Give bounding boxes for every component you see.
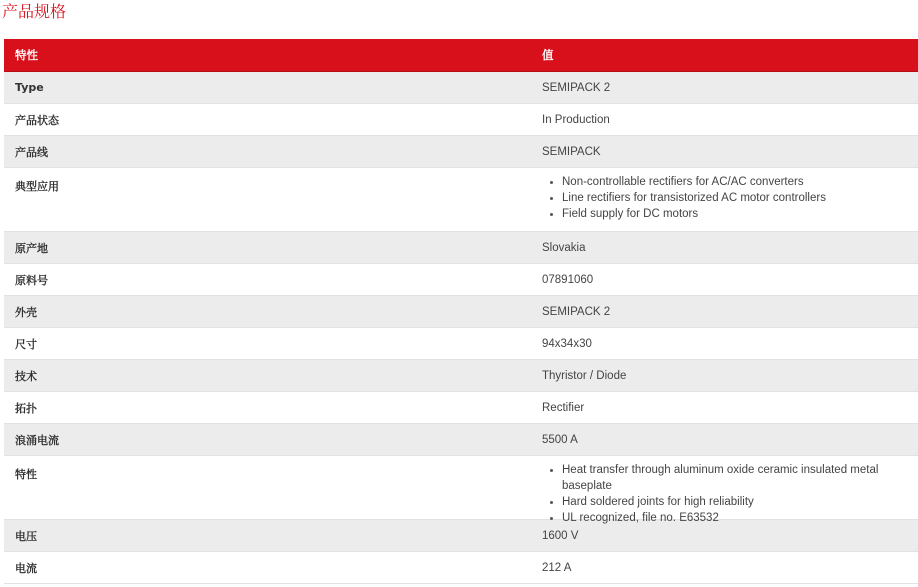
table-row <box>4 456 918 524</box>
table-row <box>4 552 918 584</box>
row-value <box>532 456 918 526</box>
row-label: 特性 <box>15 468 37 481</box>
table-row <box>4 72 918 104</box>
table-row <box>4 296 918 328</box>
header-label-value: 值 <box>542 48 554 62</box>
row-value: Slovakia <box>542 241 586 254</box>
table-row <box>4 168 918 232</box>
row-value: SEMIPACK <box>542 145 601 158</box>
table-row <box>4 360 918 392</box>
table-row <box>4 328 918 360</box>
table-row <box>4 392 918 424</box>
list-item: Hard soldered joints for high reliability <box>562 494 918 510</box>
row-value: 07891060 <box>542 273 594 286</box>
list-item: Line rectifiers for transistorized AC motor controllers <box>562 190 918 206</box>
row-value: SEMIPACK 2 <box>542 305 611 318</box>
row-label: 拓扑 <box>15 401 37 415</box>
row-label: Type <box>15 81 44 94</box>
table-row <box>4 264 918 296</box>
row-label: 产品线 <box>15 145 48 159</box>
row-value: 5500 A <box>542 433 578 446</box>
row-value: Thyristor / Diode <box>542 369 627 382</box>
row-value: 1600 V <box>542 529 579 542</box>
spec-table <box>4 39 918 584</box>
row-label: 原产地 <box>15 241 48 255</box>
row-value: SEMIPACK 2 <box>542 81 611 94</box>
row-value: Rectifier <box>542 401 585 414</box>
row-label: 浪涌电流 <box>15 433 59 447</box>
row-value: In Production <box>542 113 610 126</box>
row-value: 94x34x30 <box>542 337 592 350</box>
list-item: Non-controllable rectifiers for AC/AC converters <box>562 174 918 190</box>
bullet-list <box>542 174 918 222</box>
table-row <box>4 424 918 456</box>
page-title: 产品规格 <box>2 2 67 21</box>
row-label: 技术 <box>15 369 37 383</box>
row-label: 电压 <box>15 529 37 543</box>
table-row <box>4 232 918 264</box>
table-row <box>4 136 918 168</box>
row-label: 产品状态 <box>15 113 59 127</box>
list-item: Field supply for DC motors <box>562 206 918 222</box>
bullet-list <box>542 462 918 526</box>
row-label: 原料号 <box>15 273 48 287</box>
table-header <box>4 39 918 72</box>
row-label: 电流 <box>15 561 37 575</box>
row-label: 外壳 <box>15 305 37 319</box>
list-item: UL recognized, file no. E63532 <box>562 510 918 526</box>
row-label: 典型应用 <box>15 180 59 193</box>
list-item: Heat transfer through aluminum oxide ceramic insulated metal baseplate <box>562 462 918 494</box>
row-value: 212 A <box>542 561 572 574</box>
row-label: 尺寸 <box>15 337 37 351</box>
row-value <box>532 168 918 222</box>
header-label-feature: 特性 <box>15 48 38 62</box>
table-row <box>4 104 918 136</box>
